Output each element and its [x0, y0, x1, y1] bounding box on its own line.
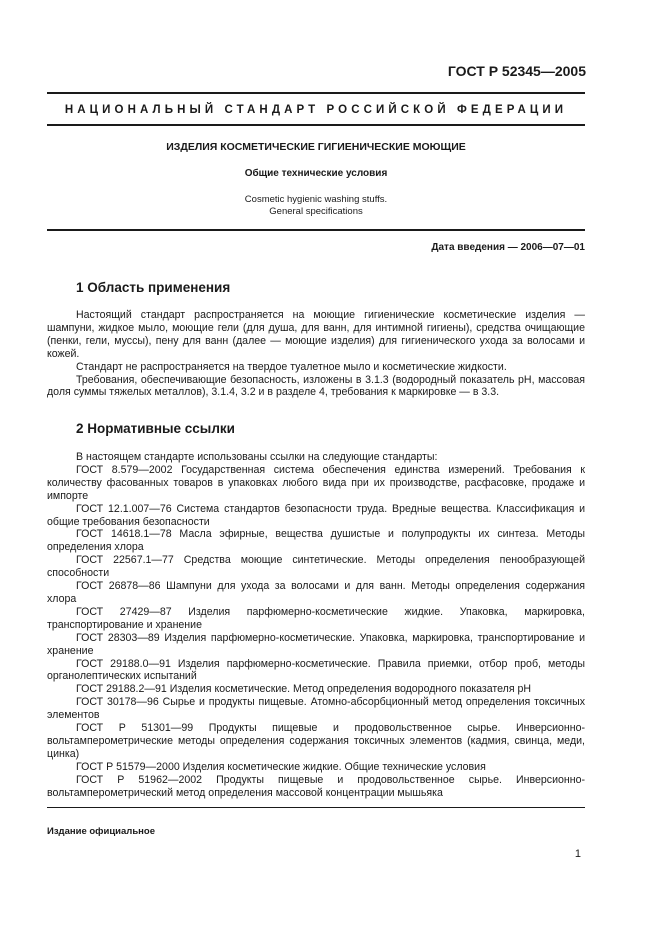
national-standard-title: НАЦИОНАЛЬНЫЙ СТАНДАРТ РОССИЙСКОЙ ФЕДЕРАЦИИ: [64, 104, 568, 116]
paragraph: Стандарт не распространяется на твердое туалетное мыло и косметические жидкости.: [76, 360, 507, 373]
reference-item: ГОСТ 27429—87 Изделия парфюмерно-косметические жидкие. Упаковка, маркировка, транспортирование и хранение: [47, 605, 585, 631]
official-edition-label: Издание официальное: [47, 826, 155, 837]
section-2-heading: 2 Нормативные ссылки: [76, 421, 235, 436]
section-2-body: [47, 451, 585, 799]
reference-item: ГОСТ 8.579—2002 Государственная система обеспечения единства измерений. Требования к количеству фасованных товаров в упаковках любого вида при их производстве, расфасовке, продаже и импорте: [47, 463, 585, 502]
section-1-heading: 1 Область применения: [76, 280, 231, 295]
reference-item: ГОСТ 28303—89 Изделия парфюмерно-косметические. Упаковка, маркировка, транспортирование и хранение: [47, 631, 585, 657]
footer-rule: [47, 807, 585, 808]
reference-item: ГОСТ 12.1.007—76 Система стандартов безопасности труда. Вредные вещества. Классификация и общие требования безопасности: [47, 502, 585, 528]
page-number: 1: [574, 848, 581, 860]
paragraph: Требования, обеспечивающие безопасность, изложены в 3.1.3 (водородный показатель pH, массовая доля суммы тяжелых металлов), 3.1.4, 3.2 и в разделе 4, требования к маркировке — в 3.3.: [47, 373, 585, 399]
paragraph: Настоящий стандарт распространяется на моющие гигиенические косметические изделия — шампуни, жидкое мыло, моющие гели (для душа, для ванн, для интимной гигиены), средства очищающие (пенки, гели, муссы), пену для ванн (далее — моющие изделия) для гигиенического ухода за волосами и кожей.: [47, 309, 585, 360]
standard-title: ИЗДЕЛИЯ КОСМЕТИЧЕСКИЕ ГИГИЕНИЧЕСКИЕ МОЮЩИЕ: [166, 141, 466, 153]
standard-subtitle: Общие технические условия: [244, 168, 388, 179]
reference-item: ГОСТ 30178—96 Сырье и продукты пищевые. Атомно-абсорбционный метод определения токсичных элементов: [47, 696, 585, 722]
reference-item: ГОСТ Р 51301—99 Продукты пищевые и продовольственное сырье. Инверсионно-вольтамперометрические методы определения содержания токсичных элементов (кадмия, свинца, меди, цинка): [47, 722, 585, 760]
title-bottom-rule: [47, 229, 585, 231]
reference-item: ГОСТ 29188.0—91 Изделия парфюмерно-косметические. Правила приемки, отбор проб, методы органолептических испытаний: [47, 657, 585, 683]
top-rule: [47, 92, 585, 94]
reference-intro: В настоящем стандарте использованы ссылки на следующие стандарты:: [76, 451, 438, 463]
english-title: [47, 194, 585, 218]
section-1-body: [47, 309, 585, 399]
reference-item: ГОСТ 26878—86 Шампуни для ухода за волосами и для ванн. Методы определения содержания хлора: [47, 580, 585, 605]
title-rule: [47, 124, 585, 126]
reference-item: ГОСТ 29188.2—91 Изделия косметические. Метод определения водородного показателя pH: [76, 683, 532, 696]
english-title-line2: General specifications: [269, 206, 363, 217]
reference-item: ГОСТ Р 51962—2002 Продукты пищевые и продовольственное сырье. Инверсионно-вольтамперометрический метод определения массовой концентрации мышьяка: [47, 773, 585, 799]
reference-item: ГОСТ 22567.1—77 Средства моющие синтетические. Методы определения пенообразующей способности: [47, 554, 585, 580]
reference-item: ГОСТ 14618.1—78 Масла эфирные, вещества душистые и полупродукты их синтеза. Методы определения хлора: [47, 528, 585, 554]
document-number: ГОСТ Р 52345—2005: [447, 63, 586, 79]
introduction-date: Дата введения — 2006—07—01: [431, 242, 585, 253]
english-title-line1: Cosmetic hygienic washing stuffs.: [244, 194, 388, 205]
reference-item: ГОСТ Р 51579—2000 Изделия косметические жидкие. Общие технические условия: [76, 760, 486, 773]
